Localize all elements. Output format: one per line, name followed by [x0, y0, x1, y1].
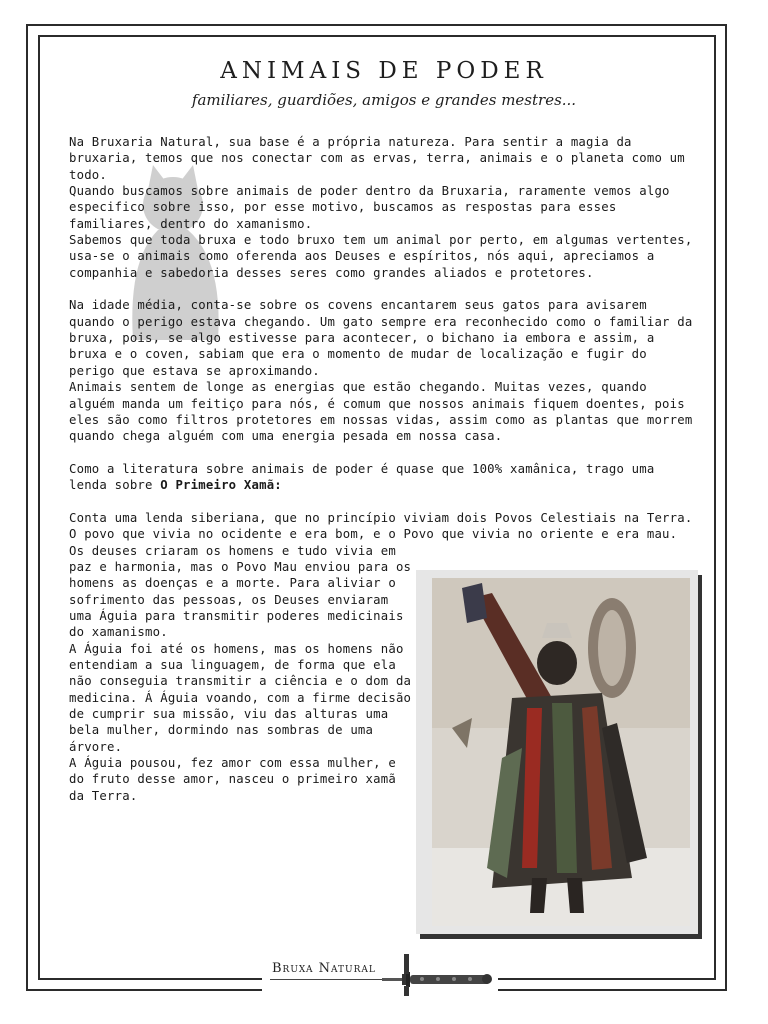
paragraph: A Águia pousou, fez amor com essa mulher, e do fruto desse amor, nasceu o primeiro xamã da Terra.: [69, 756, 396, 803]
paragraph: Os deuses criaram os homens e tudo vivia em paz e harmonia, mas o Povo Mau enviou para os homens as doenças e a morte. Para aliviar o sofrimento das pessoas, os Deuses enviaram uma Águia para transmitir poderes medicinais do xamanismo.: [69, 543, 412, 640]
paragraph-text: Como a literatura sobre animais de poder é quase que 100% xamânica, trago uma lenda sobre: [69, 461, 655, 493]
paragraph: A Águia foi até os homens, mas os homens não entendiam a sua linguagem, de forma que ela não conseguia transmitir a ciência e o dom da medicina. Á Águia voando, com a firme decisão de cumprir sua missão, viu das alturas uma bela mulher, dormindo nas sombras de uma árvore.: [69, 641, 412, 754]
paragraph: Quando buscamos sobre animais de poder dentro da Bruxaria, raramente vemos algo especifico sobre isso, por esse motivo, buscamos as respostas para esses familiares, dentro do xamanismo.: [69, 184, 670, 231]
legend-title: O Primeiro Xamã:: [160, 478, 282, 493]
shaman-painting-frame: [416, 570, 698, 934]
paragraph: Sabemos que toda bruxa e todo bruxo tem um animal por perto, em algumas vertentes, usa-se o animais como oferenda aos Deuses e espíritos, nós aqui, apreciamos a companhia e sabedoria desses seres como grandes aliados e protetores.: [69, 233, 693, 280]
footer-logo: [262, 946, 498, 1002]
shaman-painting-image: [432, 578, 690, 926]
logo-text: Bruxa Natural: [272, 961, 376, 976]
page-subtitle: familiares, guardiões, amigos e grandes mestres...: [191, 91, 577, 109]
page-title: ANIMAIS DE PODER: [220, 58, 548, 84]
logo-underline: [270, 979, 395, 980]
paragraph: Conta uma lenda siberiana, que no princípio viviam dois Povos Celestiais na Terra. O povo que vivia no ocidente e era bom, e o Povo que vivia no oriente e era mau.: [69, 510, 693, 542]
paragraph: Na idade média, conta-se sobre os covens encantarem seus gatos para avisarem quando o perigo estava chegando. Um gato sempre era reconhecido como o familiar da bruxa, pois, se algo estivesse para acontecer, o bichano ia embora e assim, a bruxa e o coven, sabiam que era o momento de mudar de localização e fugir do perigo que estava se aproximando.: [69, 298, 693, 378]
paragraph: Na Bruxaria Natural, sua base é a própria natureza. Para sentir a magia da bruxaria, temos que nos conectar com as ervas, terra, animais e o planeta como um todo.: [69, 135, 685, 182]
athame-icon: [382, 952, 494, 998]
paragraph: [69, 461, 699, 494]
paragraph: Animais sentem de longe as energias que estão chegando. Muitas vezes, quando alguém manda um feitiço para nós, é comum que nossos animais fiquem doentes, pois eles são como filtros protetores em nossas vidas, assim como as plantas que morrem quando chega alguém com uma energia pesada em nossa casa.: [69, 380, 693, 444]
